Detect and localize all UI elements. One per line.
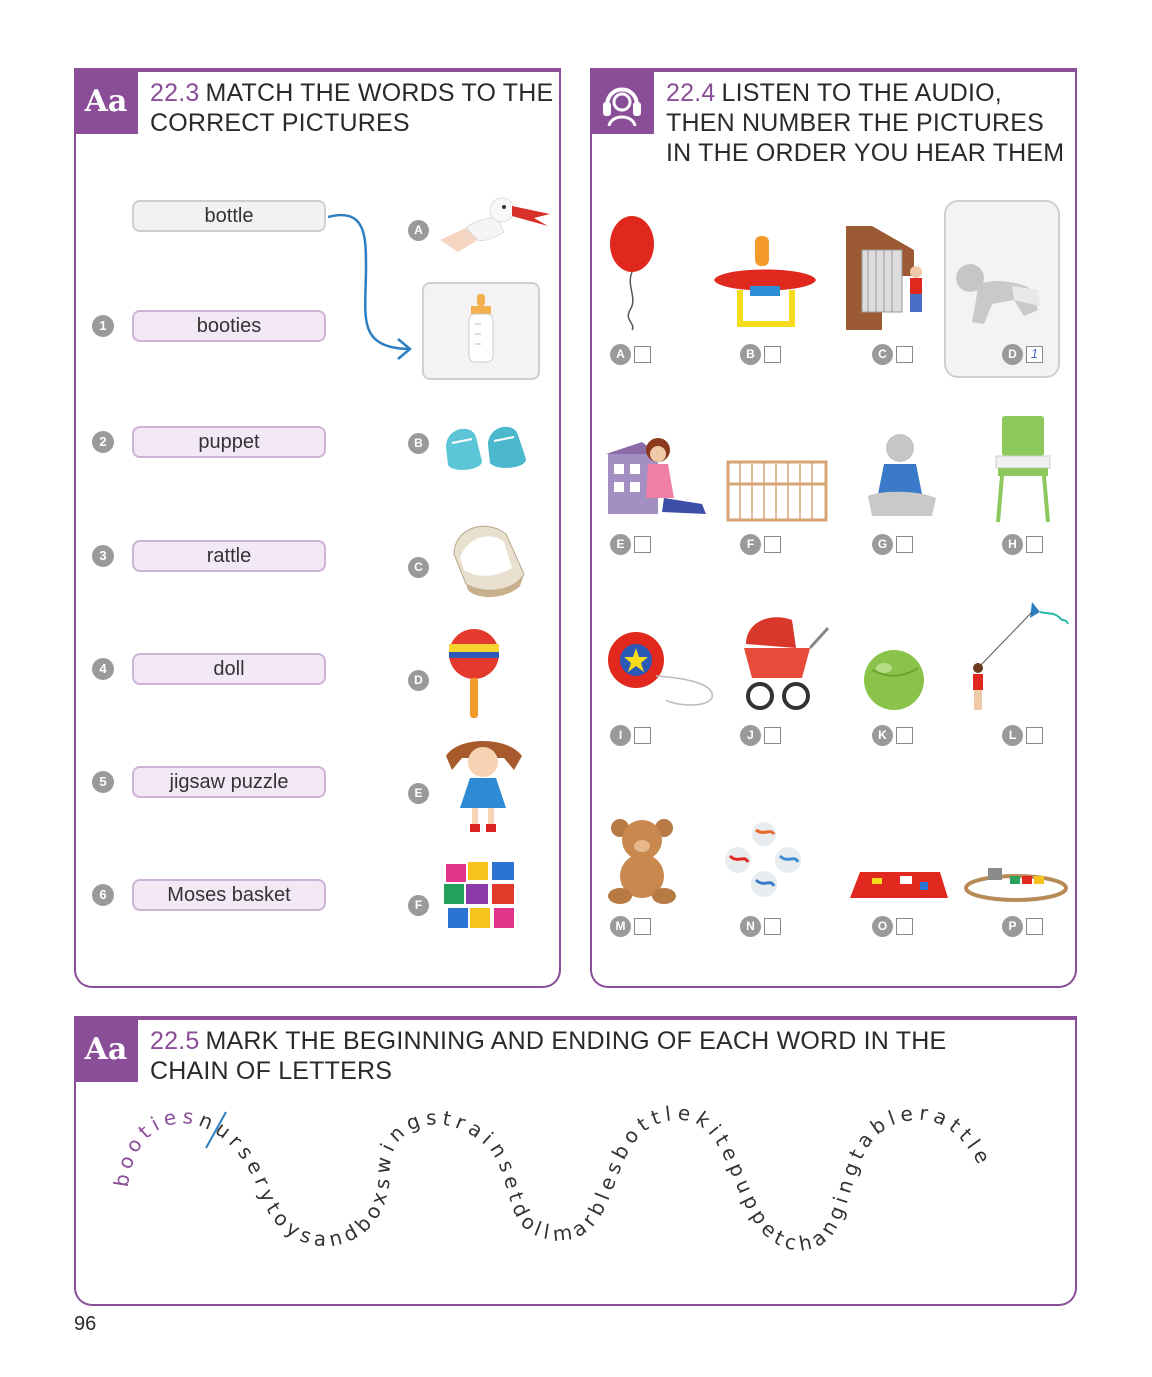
picture-letter: G — [872, 534, 893, 555]
vocabulary-badge: Aa — [74, 1016, 138, 1082]
picture-letter: C — [872, 344, 893, 365]
letter-chain-text — [109, 1100, 998, 1255]
vocabulary-badge: Aa — [74, 68, 138, 134]
letter-a-marker: A — [408, 220, 429, 241]
letter-f-marker: F — [408, 895, 429, 916]
item-number-4: 4 — [92, 658, 114, 680]
picture-letter: N — [740, 916, 761, 937]
picture-letter: K — [872, 725, 893, 746]
picture-letter: A — [610, 344, 631, 365]
letter-e-marker: E — [408, 783, 429, 804]
exercise-22-3-title: 22.3 MATCH THE WORDS TO THE CORRECT PICTURES — [150, 79, 554, 137]
picture-letter: E — [610, 534, 631, 555]
item-number-2: 2 — [92, 431, 114, 453]
picture-letter: L — [1002, 725, 1023, 746]
word-box[interactable]: booties — [132, 310, 326, 342]
picture-letter: J — [740, 725, 761, 746]
picture-letter: H — [1002, 534, 1023, 555]
exercise-22-4-title: 22.4 LISTEN TO THE AUDIO, THEN NUMBER THE PICTURES IN THE ORDER YOU HEAR THEM — [666, 79, 1065, 167]
word-box[interactable]: doll — [132, 653, 326, 685]
answer-box[interactable]: 1 — [1026, 346, 1043, 363]
letter-d-marker: D — [408, 670, 429, 691]
word-box[interactable]: jigsaw puzzle — [132, 766, 326, 798]
chain-first-word: booties — [108, 1104, 200, 1189]
exercise-22-5-title: 22.5 MARK THE BEGINNING AND ENDING OF EACH WORD IN THE CHAIN OF LETTERS — [150, 1027, 947, 1085]
word-box[interactable]: rattle — [132, 540, 326, 572]
picture-letter: D — [1002, 344, 1023, 365]
letter-b-marker: B — [408, 433, 429, 454]
letter-c-marker: C — [408, 557, 429, 578]
picture-letter: P — [1002, 916, 1023, 937]
picture-letter: I — [610, 725, 631, 746]
word-box[interactable]: puppet — [132, 426, 326, 458]
example-word-box: bottle — [132, 200, 326, 232]
picture-letter: F — [740, 534, 761, 555]
picture-letter: O — [872, 916, 893, 937]
item-number-1: 1 — [92, 315, 114, 337]
page-number: 96 — [74, 1313, 97, 1335]
picture-letter: M — [610, 916, 631, 937]
item-number-3: 3 — [92, 545, 114, 567]
word-box[interactable]: Moses basket — [132, 879, 326, 911]
chain-remaining-letters: nurserytoysandboxswingstrainsetdollmarblesbottlekitepuppetchangingtablerattle — [195, 1100, 998, 1256]
picture-letter: B — [740, 344, 761, 365]
item-number-5: 5 — [92, 771, 114, 793]
item-number-6: 6 — [92, 884, 114, 906]
